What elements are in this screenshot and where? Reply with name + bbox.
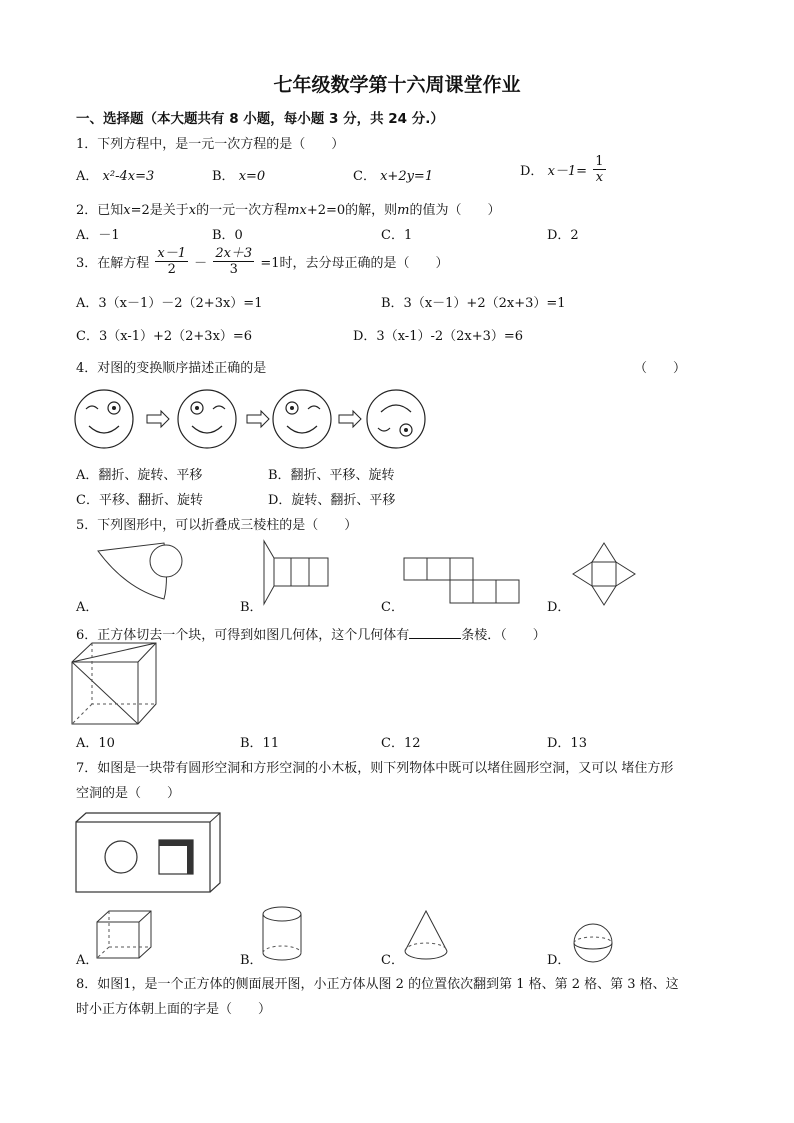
q5-option-b: B． (240, 600, 263, 615)
question-6-stem: 6．正方体切去一个块，可得到如图几何体，这个几何体有 条棱．（ ） (76, 628, 546, 643)
q5-figure-d (571, 541, 637, 607)
q7-option-c: C． (381, 953, 404, 968)
q1-option-c: C． x+2y=1 (353, 169, 434, 184)
q4-option-b: B．翻折、平移、旋转 (268, 468, 395, 483)
q7-cylinder-figure (261, 906, 303, 962)
q3-option-a: A．3（x－1）－2（2+3x）=1 (76, 296, 263, 311)
question-8-stem-line-1: 8．如图1，是一个正方体的侧面展开图，小正方体从图 2 的位置依次翻到第 1 格、第 2 格、第 3 格、这 (76, 977, 679, 992)
question-5-stem: 5．下列图形中，可以折叠成三棱柱的是（ ） (76, 518, 358, 533)
q4-option-c: C．平移、翻折、旋转 (76, 493, 203, 508)
q7-cone-figure (403, 910, 449, 962)
q7-option-a: A． (76, 953, 99, 968)
answer-blank (409, 626, 461, 639)
q2-option-b: B．0 (212, 228, 243, 243)
q2-option-c: C．1 (381, 228, 413, 243)
smiley-face-icon (178, 390, 236, 448)
q1-option-b: B． x=0 (212, 169, 266, 184)
q5-option-c: C． (381, 600, 404, 615)
q6-cut-cube-figure (70, 640, 162, 726)
q5-option-a: A． (76, 600, 99, 615)
q4-option-d: D．旋转、翻折、平移 (268, 493, 396, 508)
q7-option-b: B． (240, 953, 263, 968)
section-heading: 一、选择题（本大题共有 8 小题，每小题 3 分，共 24 分.） (76, 111, 444, 127)
q7-cube-figure (96, 910, 154, 960)
question-3-stem: 3．在解方程 $\frac{x-1}{2}$ － $\frac{2x+3}{3}$ =1时，去分母正确的是（ ） (76, 246, 449, 277)
q2-option-a: A．－1 (76, 228, 120, 243)
q4-option-a: A．翻折、旋转、平移 (76, 468, 203, 483)
q1-option-a: A． x²-4x=3 (76, 169, 155, 184)
q6-option-a: A．10 (76, 736, 115, 751)
q4-transform-figure (74, 388, 424, 450)
q4-answer-paren: （ ） (634, 361, 687, 376)
q7-wooden-board-figure (75, 812, 225, 894)
q3-option-b: B．3（x－1）+2（2x+3）=1 (381, 296, 566, 311)
q3-option-c: C．3（x-1）+2（2+3x）=6 (76, 329, 253, 344)
q6-option-c: C．12 (381, 736, 421, 751)
right-arrow-icon (147, 411, 169, 427)
q2-option-d: D．2 (547, 228, 579, 243)
question-7-stem-line-2: 空洞的是（ ） (76, 786, 181, 801)
smiley-face-icon (273, 390, 331, 448)
right-arrow-icon (247, 411, 269, 427)
q6-option-d: D．13 (547, 736, 587, 751)
page-title: 七年级数学第十六周课堂作业 (273, 74, 521, 96)
question-7-stem-line-1: 7．如图是一块带有圆形空洞和方形空洞的小木板，则下列物体中既可以堵住圆形空洞，又可以 堵住方形 (76, 761, 674, 776)
question-2-stem: 2．已知x=2是关于x的一元一次方程mx+2=0的解，则m的值为（ ） (76, 203, 501, 218)
q5-figure-c (403, 557, 521, 605)
q7-sphere-figure (572, 922, 614, 964)
question-1-stem: 1．下列方程中，是一元一次方程的是（ ） (76, 137, 345, 152)
q5-figure-b (262, 540, 332, 606)
q6-option-b: B．11 (240, 736, 280, 751)
right-arrow-icon (339, 411, 361, 427)
q5-option-d: D． (547, 600, 571, 615)
question-4-stem: 4．对图的变换顺序描述正确的是 (76, 361, 267, 376)
question-8-stem-line-2: 时小正方体朝上面的字是（ ） (76, 1002, 272, 1017)
q7-option-d: D． (547, 953, 571, 968)
q3-option-d: D．3（x-1）-2（2x+3）=6 (353, 329, 524, 344)
smiley-face-icon (75, 390, 133, 448)
q1-option-d: D． x－1= $\frac{1}{x}$ (520, 154, 604, 185)
q5-figure-a (94, 543, 189, 603)
smiley-face-icon (367, 390, 425, 448)
